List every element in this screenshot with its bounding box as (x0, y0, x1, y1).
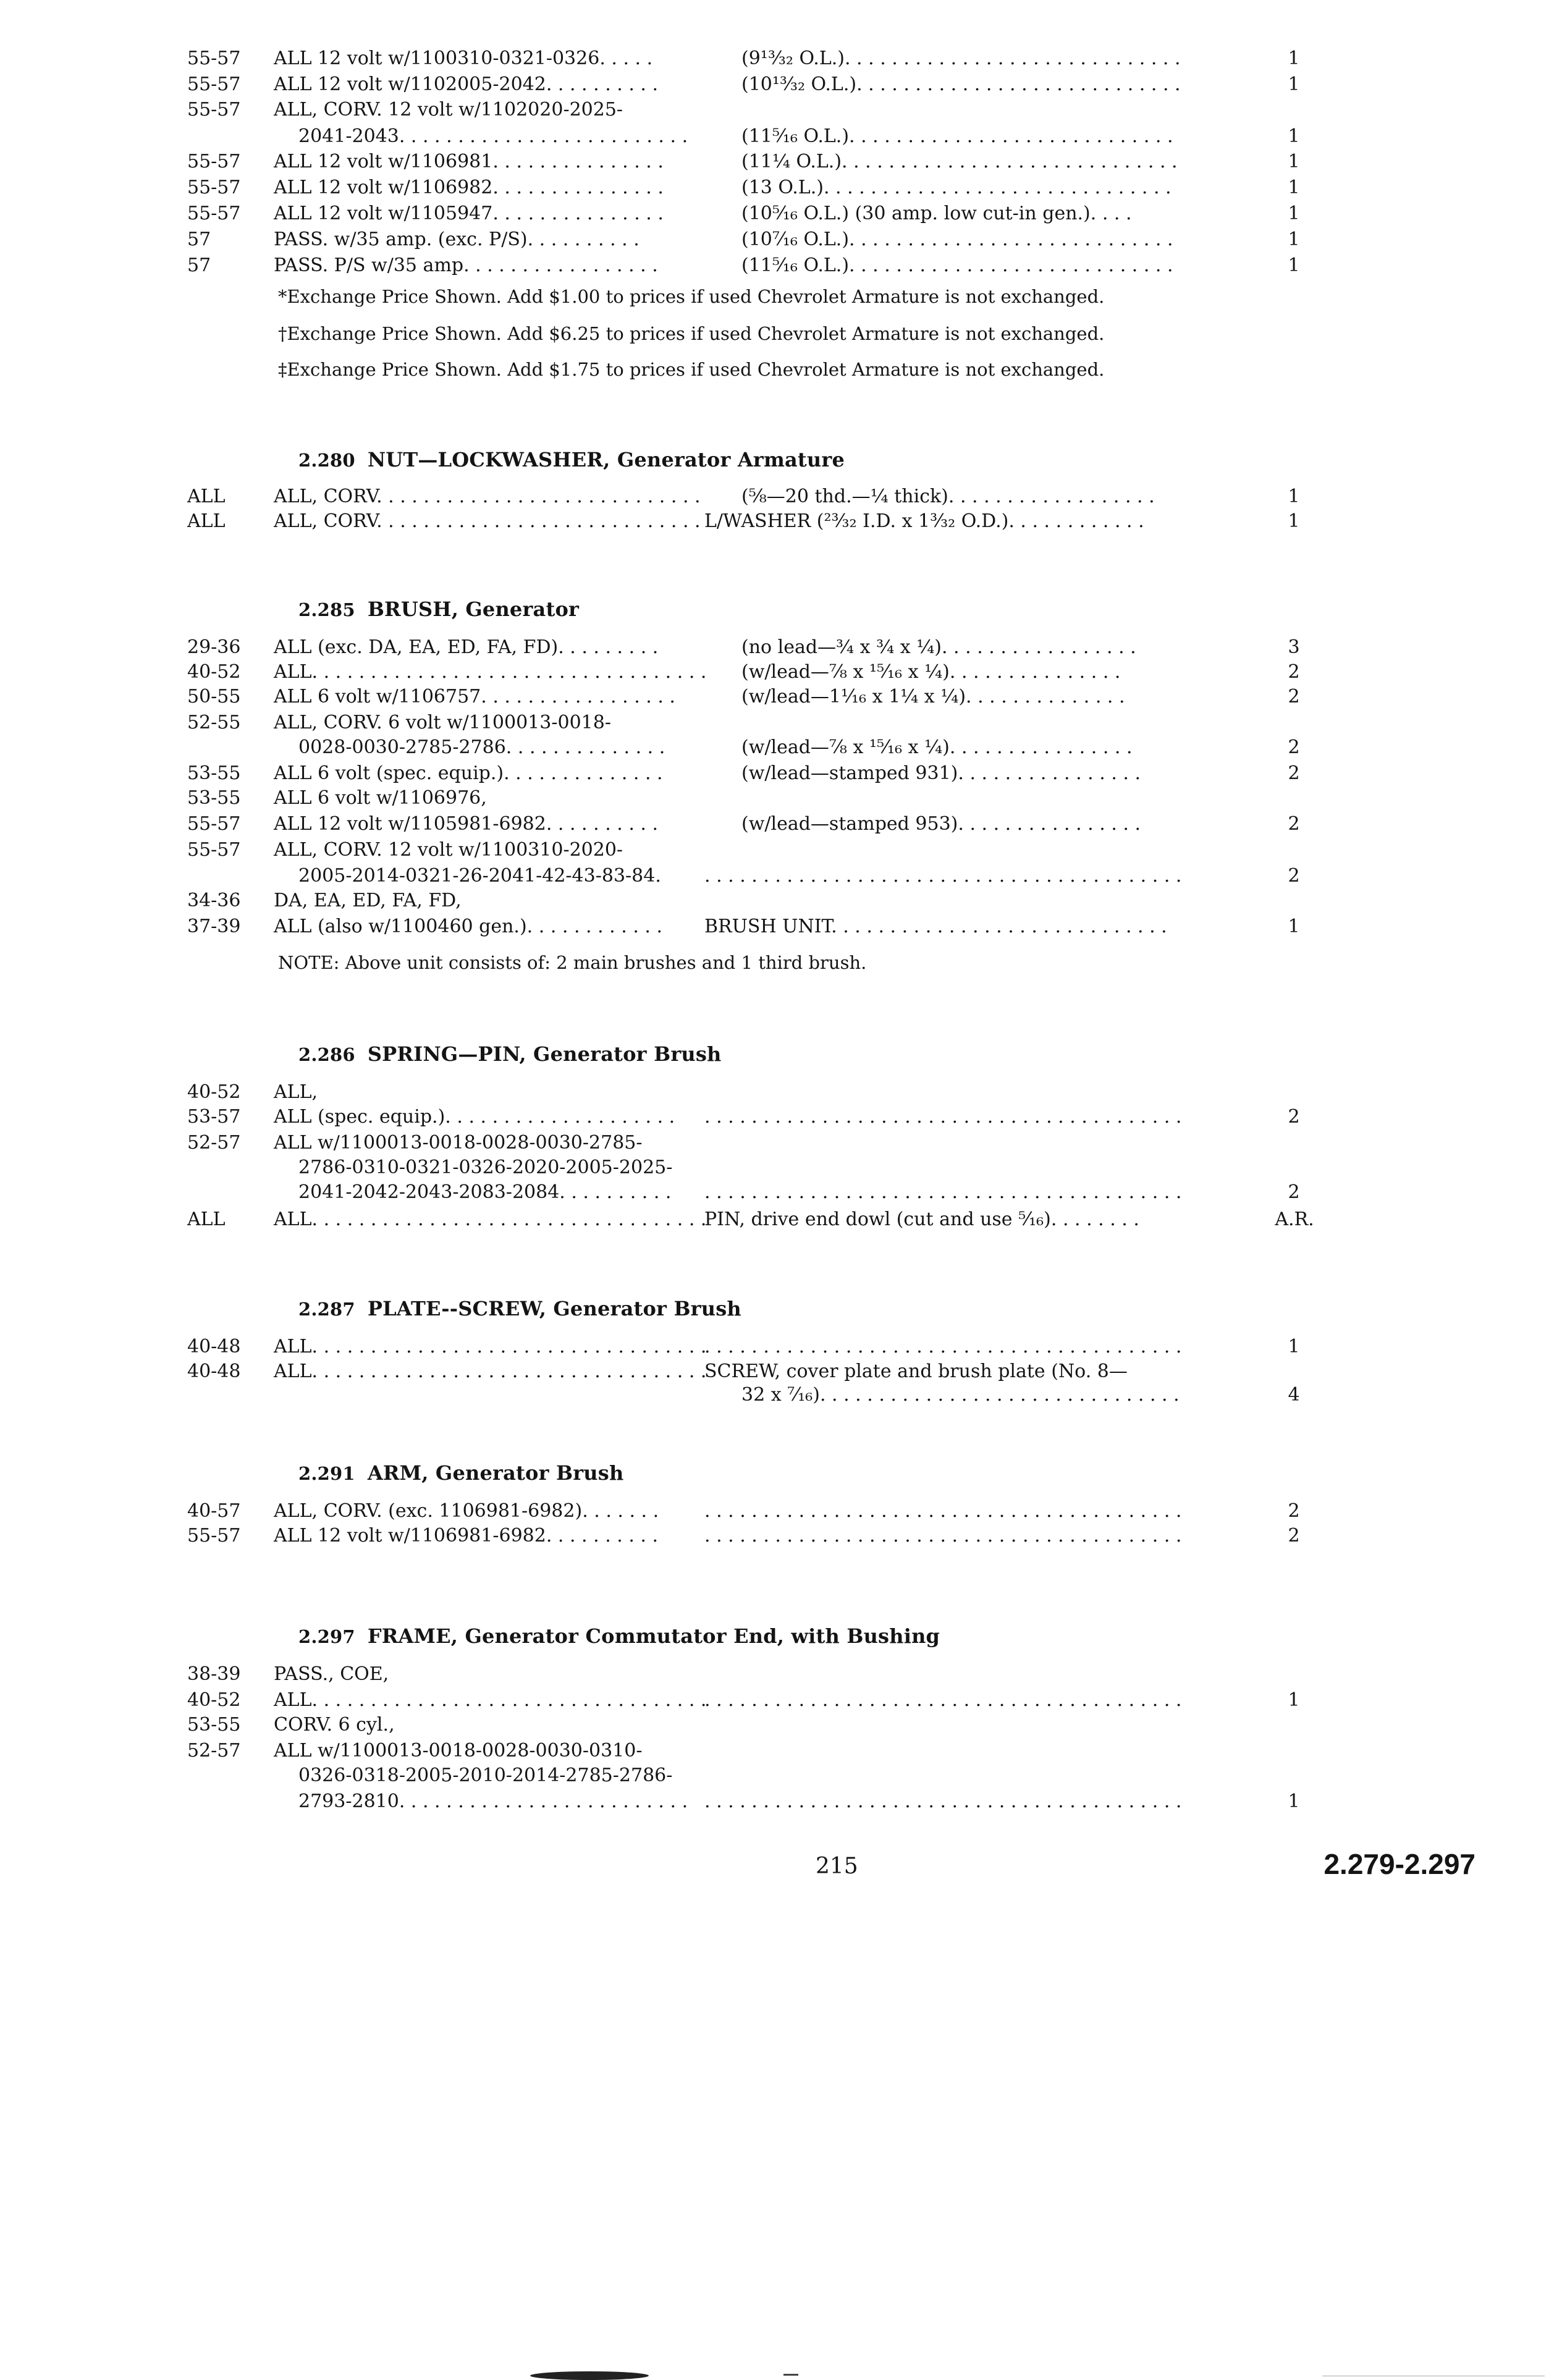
section-heading (298, 1295, 741, 1322)
quantity-cell: 1 (1288, 229, 1300, 250)
quantity-cell: 1 (1288, 1689, 1300, 1711)
description-cell: (13 O.L.). . . . . . . . . . . . . . . . . . . . . . . . . . . . . . (741, 177, 1172, 198)
quantity-cell: 4 (1288, 1384, 1300, 1406)
scan-mark (783, 2374, 798, 2376)
footnote: *Exchange Price Shown. Add $1.00 to prices if used Chevrolet Armature is not exchanged. (278, 286, 1105, 307)
section-title: PLATE--SCREW, Generator Brush (367, 1297, 741, 1320)
quantity-cell: 2 (1288, 1106, 1300, 1128)
quantity-cell: 1 (1288, 510, 1300, 532)
quantity-cell: 1 (1288, 916, 1300, 937)
model-cell: ALL w/1100013-0018-0028-0030-0310- (274, 1740, 643, 1762)
model-cell: ALL w/1100013-0018-0028-0030-2785- (274, 1132, 643, 1154)
model-cell: ALL, (274, 1081, 318, 1103)
quantity-cell: 1 (1288, 203, 1300, 224)
years-cell: 55-57 (187, 1525, 241, 1547)
description-cell: . . . . . . . . . . . . . . . . . . . . . . . . . . . . . . . . . . . . . . . . . (704, 1791, 1182, 1812)
description-cell: (11¼ O.L.). . . . . . . . . . . . . . . . . . . . . . . . . . . . . (741, 151, 1178, 172)
years-cell: 52-57 (187, 1132, 241, 1154)
description-cell: . . . . . . . . . . . . . . . . . . . . . . . . . . . . . . . . . . . . . . . . . (704, 865, 1182, 887)
years-cell: ALL (187, 510, 226, 532)
footnote: †Exchange Price Shown. Add $6.25 to prices if used Chevrolet Armature is not exchanged. (278, 323, 1105, 344)
section-heading (298, 1459, 623, 1487)
years-cell: 53-57 (187, 1106, 241, 1128)
years-cell: 55-57 (187, 151, 241, 172)
quantity-cell: 1 (1288, 48, 1300, 69)
section-title: SPRING—PIN, Generator Brush (367, 1042, 722, 1066)
model-cell: CORV. 6 cyl., (274, 1714, 395, 1736)
quantity-cell: 3 (1288, 636, 1300, 658)
model-cell: ALL (also w/1100460 gen.). . . . . . . . . . . . (274, 916, 663, 937)
years-cell: 55-57 (187, 813, 241, 835)
section-number: 2.286 (298, 1044, 355, 1065)
footnote: NOTE: Above unit consists of: 2 main brushes and 1 third brush. (278, 952, 867, 973)
years-cell: 57 (187, 229, 211, 250)
model-cell: ALL 6 volt w/1106757. . . . . . . . . . . . . . . . . (274, 686, 675, 707)
model-cell: PASS. w/35 amp. (exc. P/S). . . . . . . . . . (274, 229, 640, 250)
model-cell: ALL, CORV. 12 volt w/1100310-2020- (274, 839, 623, 861)
model-cell: ALL, CORV. . . . . . . . . . . . . . . . . . . . . . . . . . . . (274, 510, 701, 532)
years-cell: 40-52 (187, 661, 241, 683)
quantity-cell: 2 (1288, 686, 1300, 707)
model-cell: 0326-0318-2005-2010-2014-2785-2786- (298, 1765, 673, 1786)
years-cell: ALL (187, 486, 226, 507)
section-heading (298, 596, 579, 623)
years-cell: ALL (187, 1209, 226, 1230)
description-cell: (w/lead—1⅟₁₆ x 1¼ x ¼). . . . . . . . . . . . . . (741, 686, 1125, 707)
years-cell: 40-52 (187, 1081, 241, 1103)
description-cell: (w/lead—⅞ x ¹⁵⁄₁₆ x ¼). . . . . . . . . . . . . . . . (741, 736, 1133, 758)
years-cell: 55-57 (187, 203, 241, 224)
years-cell: 40-48 (187, 1361, 241, 1382)
model-cell: 2786-0310-0321-0326-2020-2005-2025- (298, 1157, 673, 1178)
years-cell: 40-48 (187, 1336, 241, 1357)
description-cell: . . . . . . . . . . . . . . . . . . . . . . . . . . . . . . . . . . . . . . . . . (704, 1500, 1182, 1522)
description-cell: (11⁵⁄₁₆ O.L.). . . . . . . . . . . . . . . . . . . . . . . . . . . . (741, 255, 1173, 276)
years-cell: 40-57 (187, 1500, 241, 1522)
description-cell: (w/lead—⅞ x ¹⁵⁄₁₆ x ¼). . . . . . . . . . . . . . . (741, 661, 1121, 683)
quantity-cell: 2 (1288, 1525, 1300, 1547)
description-cell: 32 x ⁷⁄₁₆). . . . . . . . . . . . . . . . . . . . . . . . . . . . . . . (741, 1384, 1180, 1406)
quantity-cell: 2 (1288, 736, 1300, 758)
description-cell: (no lead—¾ x ¾ x ¼). . . . . . . . . . . . . . . . . (741, 636, 1136, 658)
quantity-cell: 2 (1288, 1181, 1300, 1203)
description-cell: (10⁵⁄₁₆ O.L.) (30 amp. low cut-in gen.). . . . (741, 203, 1132, 224)
model-cell: ALL 12 volt w/1106981-6982. . . . . . . . . . (274, 1525, 659, 1547)
description-cell: PIN, drive end dowl (cut and use ⁵⁄₁₆). . . . . . . . (704, 1209, 1139, 1230)
section-number: 2.280 (298, 450, 355, 471)
model-cell: ALL, CORV. 6 volt w/1100013-0018- (274, 712, 611, 733)
model-cell: ALL 12 volt w/1100310-0321-0326. . . . . (274, 48, 653, 69)
scan-smudge (530, 2371, 649, 2380)
quantity-cell: 1 (1288, 125, 1300, 147)
quantity-cell: 2 (1288, 1500, 1300, 1522)
description-cell: (9¹³⁄₃₂ O.L.). . . . . . . . . . . . . . . . . . . . . . . . . . . . . (741, 48, 1181, 69)
model-cell: ALL 12 volt w/1106982. . . . . . . . . . . . . . . (274, 177, 664, 198)
years-cell: 57 (187, 255, 211, 276)
section-range: 2.279-2.297 (1323, 1848, 1475, 1880)
years-cell: 55-57 (187, 839, 241, 861)
description-cell: . . . . . . . . . . . . . . . . . . . . . . . . . . . . . . . . . . . . . . . . . (704, 1106, 1182, 1128)
years-cell: 38-39 (187, 1663, 241, 1685)
model-cell: ALL, CORV. . . . . . . . . . . . . . . . . . . . . . . . . . . . (274, 486, 701, 507)
model-cell: ALL (spec. equip.). . . . . . . . . . . . . . . . . . . . (274, 1106, 675, 1128)
model-cell: ALL. . . . . . . . . . . . . . . . . . . . . . . . . . . . . . . . . . (274, 661, 707, 683)
quantity-cell: 2 (1288, 661, 1300, 683)
model-cell: ALL (exc. DA, EA, ED, FA, FD). . . . . . . . . (274, 636, 659, 658)
years-cell: 55-57 (187, 177, 241, 198)
quantity-cell: 1 (1288, 486, 1300, 507)
years-cell: 52-55 (187, 712, 241, 733)
section-heading (298, 1040, 722, 1068)
model-cell: 2041-2042-2043-2083-2084. . . . . . . . . . (298, 1181, 672, 1203)
years-cell: 55-57 (187, 74, 241, 95)
quantity-cell: A.R. (1275, 1209, 1314, 1230)
years-cell: 55-57 (187, 99, 241, 120)
description-cell: . . . . . . . . . . . . . . . . . . . . . . . . . . . . . . . . . . . . . . . . . (704, 1689, 1182, 1711)
section-number: 2.285 (298, 599, 355, 620)
model-cell: ALL, CORV. (exc. 1106981-6982). . . . . . . (274, 1500, 659, 1522)
years-cell: 53-55 (187, 1714, 241, 1736)
description-cell: (10⁷⁄₁₆ O.L.). . . . . . . . . . . . . . . . . . . . . . . . . . . . (741, 229, 1173, 250)
model-cell: ALL 12 volt w/1102005-2042. . . . . . . . . . (274, 74, 659, 95)
model-cell: PASS. P/S w/35 amp. . . . . . . . . . . . . . . . . (274, 255, 658, 276)
quantity-cell: 2 (1288, 865, 1300, 887)
description-cell: (w/lead—stamped 953). . . . . . . . . . . . . . . . (741, 813, 1141, 835)
quantity-cell: 1 (1288, 1791, 1300, 1812)
model-cell: ALL 12 volt w/1106981. . . . . . . . . . . . . . . (274, 151, 664, 172)
description-cell: (⅝—20 thd.—¼ thick). . . . . . . . . . . . . . . . . . (741, 486, 1155, 507)
model-cell: 2041-2043. . . . . . . . . . . . . . . . . . . . . . . . . (298, 125, 688, 147)
description-cell: (10¹³⁄₃₂ O.L.). . . . . . . . . . . . . . . . . . . . . . . . . . . . (741, 74, 1181, 95)
model-cell: PASS., COE, (274, 1663, 389, 1685)
model-cell: DA, EA, ED, FA, FD, (274, 890, 462, 911)
model-cell: 0028-0030-2785-2786. . . . . . . . . . . . . . (298, 736, 665, 758)
description-cell: . . . . . . . . . . . . . . . . . . . . . . . . . . . . . . . . . . . . . . . . . (704, 1336, 1182, 1357)
quantity-cell: 1 (1288, 1336, 1300, 1357)
quantity-cell: 1 (1288, 177, 1300, 198)
section-heading (298, 1623, 940, 1650)
model-cell: ALL. . . . . . . . . . . . . . . . . . . . . . . . . . . . . . . . . . (274, 1209, 707, 1230)
model-cell: ALL 6 volt w/1106976, (274, 787, 487, 809)
model-cell: ALL 6 volt (spec. equip.). . . . . . . . . . . . . . (274, 762, 663, 784)
quantity-cell: 2 (1288, 762, 1300, 784)
section-number: 2.291 (298, 1463, 355, 1484)
section-title: ARM, Generator Brush (367, 1461, 624, 1485)
description-cell: L/WASHER (²³⁄₃₂ I.D. x 1³⁄₃₂ O.D.). . . . . . . . . . . . (704, 510, 1144, 532)
years-cell: 53-55 (187, 787, 241, 809)
years-cell: 55-57 (187, 48, 241, 69)
years-cell: 37-39 (187, 916, 241, 937)
description-cell: (w/lead—stamped 931). . . . . . . . . . . . . . . . (741, 762, 1141, 784)
model-cell: 2793-2810. . . . . . . . . . . . . . . . . . . . . . . . . (298, 1791, 688, 1812)
description-cell: BRUSH UNIT. . . . . . . . . . . . . . . . . . . . . . . . . . . . . (704, 916, 1167, 937)
years-cell: 40-52 (187, 1689, 241, 1711)
description-cell: (11⁵⁄₁₆ O.L.). . . . . . . . . . . . . . . . . . . . . . . . . . . . (741, 125, 1173, 147)
model-cell: 2005-2014-0321-26-2041-42-43-83-84. (298, 865, 661, 887)
section-title: NUT—LOCKWASHER, Generator Armature (367, 448, 845, 471)
model-cell: ALL 12 volt w/1105947. . . . . . . . . . . . . . . (274, 203, 664, 224)
description-cell: . . . . . . . . . . . . . . . . . . . . . . . . . . . . . . . . . . . . . . . . . (704, 1181, 1182, 1203)
description-cell: SCREW, cover plate and brush plate (No. 8— (704, 1361, 1128, 1382)
section-number: 2.287 (298, 1299, 355, 1320)
years-cell: 53-55 (187, 762, 241, 784)
footnote: ‡Exchange Price Shown. Add $1.75 to prices if used Chevrolet Armature is not exchanged. (278, 359, 1105, 380)
section-number: 2.297 (298, 1626, 355, 1647)
quantity-cell: 1 (1288, 74, 1300, 95)
model-cell: ALL, CORV. 12 volt w/1102020-2025- (274, 99, 623, 120)
section-title: FRAME, Generator Commutator End, with Bushing (367, 1624, 940, 1648)
years-cell: 52-57 (187, 1740, 241, 1762)
years-cell: 34-36 (187, 890, 241, 911)
quantity-cell: 1 (1288, 255, 1300, 276)
quantity-cell: 1 (1288, 151, 1300, 172)
section-heading (298, 446, 845, 473)
years-cell: 50-55 (187, 686, 241, 707)
model-cell: ALL 12 volt w/1105981-6982. . . . . . . . . . (274, 813, 659, 835)
description-cell: . . . . . . . . . . . . . . . . . . . . . . . . . . . . . . . . . . . . . . . . . (704, 1525, 1182, 1547)
model-cell: ALL. . . . . . . . . . . . . . . . . . . . . . . . . . . . . . . . . . (274, 1689, 707, 1711)
quantity-cell: 2 (1288, 813, 1300, 835)
page-number: 215 (816, 1854, 858, 1879)
section-title: BRUSH, Generator (367, 597, 580, 621)
years-cell: 29-36 (187, 636, 241, 658)
model-cell: ALL. . . . . . . . . . . . . . . . . . . . . . . . . . . . . . . . . . (274, 1361, 707, 1382)
model-cell: ALL. . . . . . . . . . . . . . . . . . . . . . . . . . . . . . . . . . (274, 1336, 707, 1357)
